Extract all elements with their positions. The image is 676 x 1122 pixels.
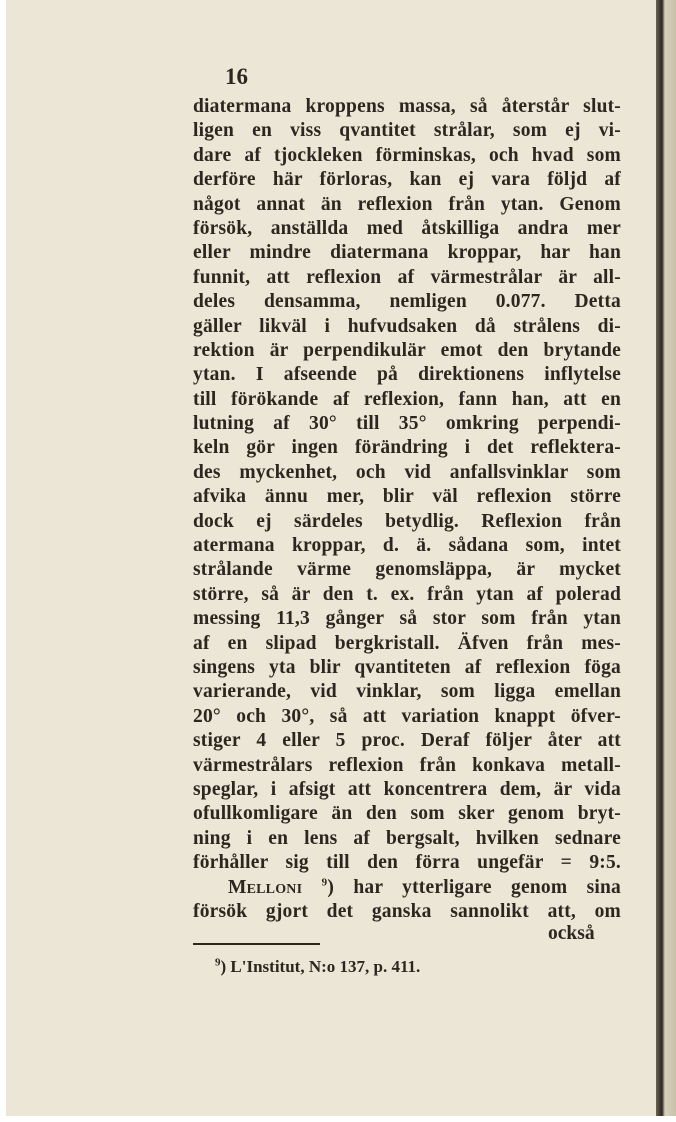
- text-line: deles densamma, nemligen 0.077. Detta: [193, 291, 621, 313]
- text-line: lutning af 30° till 35° omkring perpendi-: [193, 413, 621, 435]
- text-line: till förökande af reflexion, fann han, att en: [193, 388, 621, 410]
- text-line: något annat än reflexion från ytan. Genom: [193, 193, 621, 215]
- text-line: rektion är perpendikulär emot den brytande: [193, 339, 621, 361]
- text-line: keln gör ingen förändring i det reflektera-: [193, 437, 621, 459]
- text-line: varierande, vid vinklar, som ligga emellan: [193, 681, 621, 703]
- text-line: atermana kroppar, d. ä. sådana som, intet: [193, 535, 621, 557]
- text-line: större, så är den t. ex. från ytan af polerad: [193, 583, 621, 605]
- text-line: stiger 4 eller 5 proc. Deraf följer åter att: [193, 730, 621, 752]
- text-line: diatermana kroppens massa, så återstår slut-: [193, 96, 621, 117]
- book-gutter: [656, 0, 676, 1116]
- text-lines: [193, 95, 621, 876]
- body-text: [193, 95, 621, 924]
- footnote-mark: 9: [215, 956, 221, 969]
- author-name: Melloni: [228, 876, 303, 898]
- text-line: 20° och 30°, så att variation knappt öfver-: [193, 705, 621, 727]
- page-number: 16: [225, 64, 248, 89]
- text-line: eller mindre diatermana kroppar, har han: [193, 242, 621, 264]
- text-line: af en slipad bergkristall. Äfven från mes-: [193, 632, 621, 654]
- text-line: försök gjort det ganska sannolikt att, om: [193, 900, 621, 922]
- text-line: ofullkomligare än den som sker genom bryt-: [193, 803, 621, 825]
- text-line: gäller likväl i hufvudsaken då strålens di-: [193, 315, 621, 337]
- text-line: ligen en viss qvantitet strålar, som ej vi-: [193, 120, 621, 142]
- text-line: singens yta blir qvantiteten af reflexion föga: [193, 656, 621, 678]
- footnote-ref: 9: [321, 876, 328, 888]
- text-line: dock ej särdeles betydlig. Reflexion från: [193, 510, 621, 532]
- text-line: speglar, i afsigt att koncentrera dem, är vida: [193, 778, 621, 800]
- text-line: försök, anställda med åtskilliga andra mer: [193, 217, 621, 239]
- footnote: [215, 957, 420, 977]
- text-line: des myckenhet, och vid anfallsvinklar som: [193, 461, 621, 483]
- text-line: dare af tjockleken förminskas, och hvad som: [193, 144, 621, 166]
- text-line: messing 11,3 gånger så stor som från ytan: [193, 608, 621, 630]
- text-line: funnit, att reflexion af värmestrålar är all-: [193, 266, 621, 288]
- text-span: ) har ytterligare genom sina: [327, 876, 621, 898]
- footnote-rule: [193, 943, 320, 945]
- catchword: också: [548, 923, 595, 944]
- text-line: strålande värme genomsläppa, är mycket: [193, 559, 621, 581]
- text-line: derföre här förloras, kan ej vara följd af: [193, 169, 621, 191]
- footnote-text: ) L'Institut, N:o 137, p. 411.: [220, 957, 421, 976]
- text-line: ning i en lens af bergsalt, hvilken sednare: [193, 827, 621, 849]
- text-line: [193, 876, 621, 900]
- text-line: ytan. I afseende på direktionens inflytelse: [193, 364, 621, 386]
- text-line: förhåller sig till den förra ungefär = 9:5.: [193, 852, 621, 874]
- text-line: afvika ännu mer, blir väl reflexion större: [193, 486, 621, 508]
- text-line: värmestrålars reflexion från konkava metall-: [193, 754, 621, 776]
